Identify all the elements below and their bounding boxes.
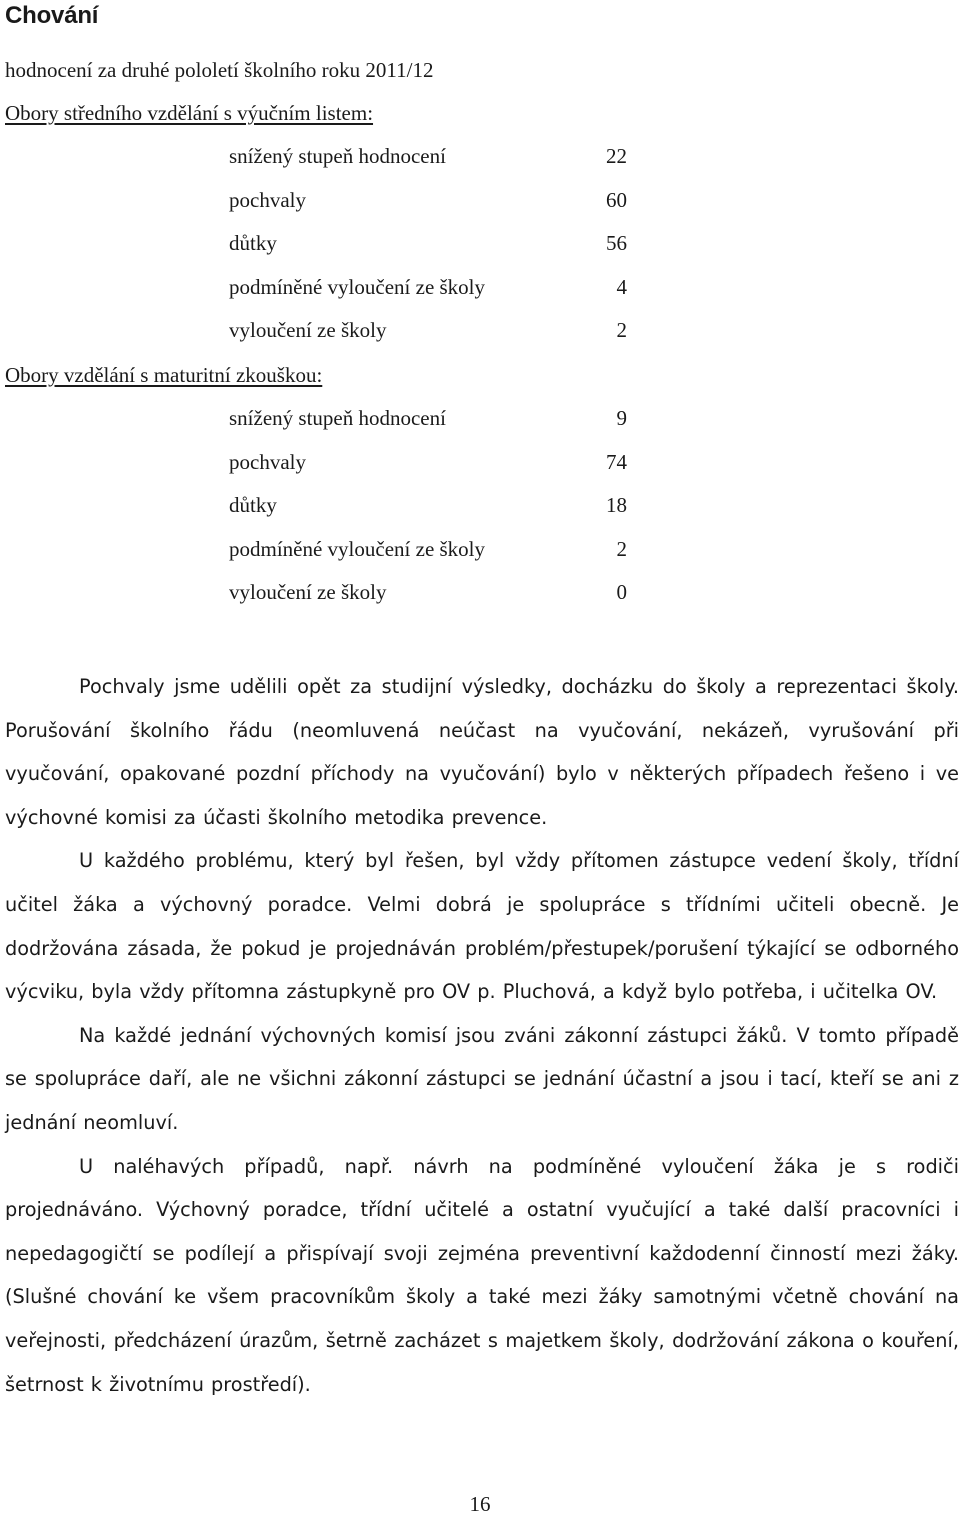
paragraph-parents: Na každé jednání výchovných komisí jsou zváni zákonní zástupci žáků. V tomto případě se spolupráce daří, ale ne všichni zákonní zástupci se jednání účastní a jsou i tací, kteří se ani z jednání neomluví. xyxy=(5,1023,959,1134)
stat-label: snížený stupeň hodnocení xyxy=(229,406,446,430)
stat-value: 2 xyxy=(616,537,627,561)
stat-row-commendations xyxy=(229,186,629,214)
stat-row-reduced-grade xyxy=(229,404,629,432)
stat-row-conditional-expulsion xyxy=(229,273,629,301)
stat-row-expulsion xyxy=(229,316,629,344)
stat-label: důtky xyxy=(229,231,277,255)
stat-value: 2 xyxy=(616,318,627,342)
stat-value: 0 xyxy=(616,580,627,604)
stat-label: důtky xyxy=(229,493,277,517)
section-heading-vocational: Obory středního vzdělání s výučním listem: xyxy=(5,101,374,125)
stat-value: 56 xyxy=(606,231,627,255)
stat-value: 74 xyxy=(606,450,627,474)
stat-value: 9 xyxy=(616,406,627,430)
page-number: 16 xyxy=(469,1492,491,1516)
stat-label: vyloučení ze školy xyxy=(229,580,387,604)
paragraph-urgent-cases: U naléhavých případů, např. návrh na podmíněné vyloučení žáka je s rodiči projednáváno. Výchovný poradce, třídní učitelé a ostatní vyučující a také další pracovníci i nepedagogičtí se podílejí a přispívají svoji zejména preventivní každodenní činností mezi žáky. (Slušné chování ke všem pracovníkům školy a také mezi žáky samotnými včetně chování na veřejnosti, předcházení úrazům, šetrně zacházet s majetkem školy, dodržování zákona o kouření, šetrnost k životnímu prostředí). xyxy=(5,1154,959,1396)
stat-row-expulsion xyxy=(229,578,629,606)
stat-label: podmíněné vyloučení ze školy xyxy=(229,537,486,561)
stat-value: 22 xyxy=(606,144,627,168)
paragraph-problem-handling: U každého problému, který byl řešen, byl vždy přítomen zástupce vedení školy, třídní učitel žáka a výchovný poradce. Velmi dobrá je spolupráce s třídními učiteli obecně. Je dodržována zásada, že pokud je projednáván problém/přestupek/porušení týkající se odborného výcviku, byla vždy přítomna zástupkyně pro OV p. Pluchová, a když bylo potřeba, i učitelka OV. xyxy=(5,849,959,1004)
section-heading-maturita: Obory vzdělání s maturitní zkouškou: xyxy=(5,363,323,387)
stat-label: podmíněné vyloučení ze školy xyxy=(229,275,486,299)
stat-value: 18 xyxy=(606,493,627,517)
stat-label: snížený stupeň hodnocení xyxy=(229,144,446,168)
stat-value: 4 xyxy=(616,275,627,299)
paragraph-commendations: Pochvaly jsme udělili opět za studijní výsledky, docházku do školy a reprezentaci školy. Porušování školního řádu (neomluvená neúčast na vyučování, nekázeň, vyrušování při vyučování, opakované pozdní příchody na vyučování) bylo v některých případech řešeno i ve výchovné komisi za účasti školního metodika prevence. xyxy=(5,675,959,829)
stat-row-reduced-grade xyxy=(229,142,629,170)
stat-row-reprimands xyxy=(229,229,629,257)
stat-row-commendations xyxy=(229,448,629,476)
stat-label: pochvaly xyxy=(229,188,306,212)
stat-label: pochvaly xyxy=(229,450,306,474)
stat-label: vyloučení ze školy xyxy=(229,318,387,342)
stat-row-reprimands xyxy=(229,491,629,519)
page-title: Chování xyxy=(5,2,99,29)
report-subtitle: hodnocení za druhé pololetí školního roku 2011/12 xyxy=(5,58,434,82)
body-text xyxy=(5,665,959,1406)
stat-row-conditional-expulsion xyxy=(229,535,629,563)
stat-value: 60 xyxy=(606,188,627,212)
